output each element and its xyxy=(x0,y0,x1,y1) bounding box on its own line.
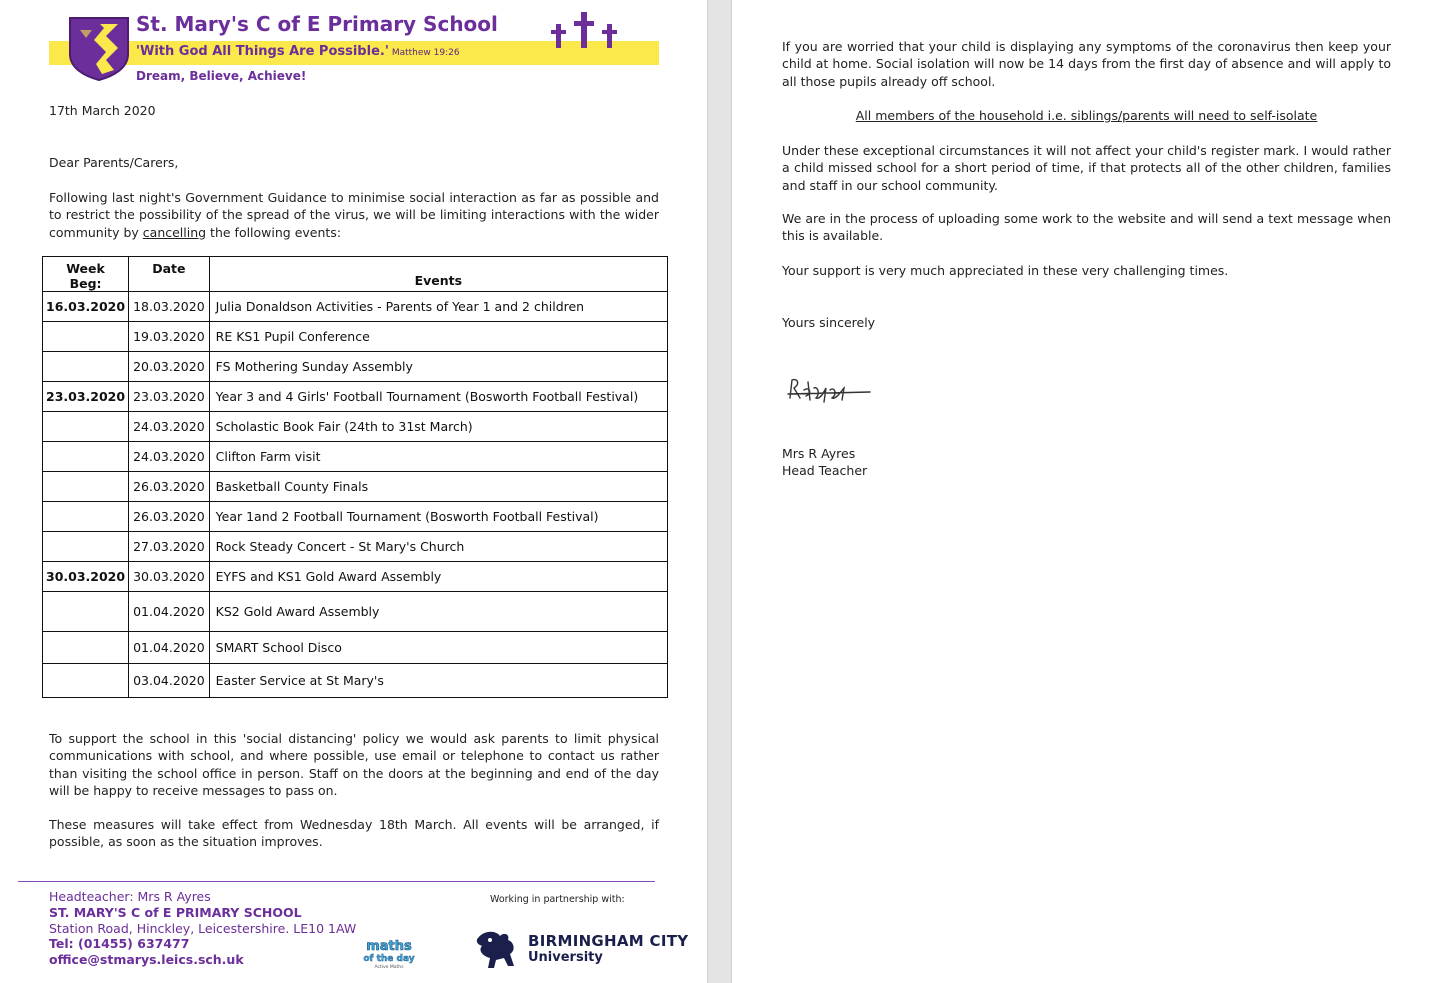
school-motto xyxy=(136,44,460,59)
table-header-row xyxy=(43,257,668,292)
row-week xyxy=(43,322,129,352)
footer-school-name: ST. MARY'S C of E PRIMARY SCHOOL xyxy=(49,905,302,920)
table-row xyxy=(43,632,668,664)
support-paragraph: Your support is very much appreciated in these very challenging times. xyxy=(782,263,1229,278)
row-date: 23.03.2020 xyxy=(129,382,210,412)
footer-address: Station Road, Hinckley, Leicestershire. LE10 1AW xyxy=(49,921,357,936)
maths-logo-text-mid: of the day xyxy=(363,954,415,964)
letter-date: 17th March 2020 xyxy=(49,103,156,118)
table-row xyxy=(43,562,668,592)
bcu-lion-icon xyxy=(474,928,520,970)
maths-logo-text-sub: Active Maths xyxy=(374,965,404,970)
row-date: 03.04.2020 xyxy=(129,664,210,698)
row-event: Rock Steady Concert - St Mary's Church xyxy=(209,532,667,562)
row-date: 24.03.2020 xyxy=(129,412,210,442)
row-week: 30.03.2020 xyxy=(43,562,129,592)
page-gap xyxy=(707,0,732,983)
bcu-name: BIRMINGHAM CITY xyxy=(528,932,689,950)
intro-paragraph xyxy=(49,189,659,241)
school-tagline: Dream, Believe, Achieve! xyxy=(136,69,307,83)
table-row xyxy=(43,664,668,698)
three-crosses-icon xyxy=(550,10,620,52)
table-row xyxy=(43,472,668,502)
closing-line: Yours sincerely xyxy=(782,315,876,330)
row-date: 20.03.2020 xyxy=(129,352,210,382)
signatory-name: Mrs R Ayres xyxy=(782,446,856,461)
table-row xyxy=(43,412,668,442)
footer-telephone: Tel: (01455) 637477 xyxy=(49,936,190,951)
register-paragraph: Under these exceptional circumstances it will not affect your child's register mark. I would rather a child missed school for a short period of time, if that protects all of the other children, families and staff in our school community. xyxy=(782,143,1391,193)
letter-page-1 xyxy=(0,0,707,983)
table-row xyxy=(43,442,668,472)
header-date: Date xyxy=(129,257,210,292)
footer-headteacher: Headteacher: Mrs R Ayres xyxy=(49,889,211,904)
distancing-paragraph: To support the school in this 'social distancing' policy we would ask parents to limit physical communications with school, and where possible, use email or telephone to contact us rather than visiting the school office in person. Staff on the doors at the beginning and end of the day will be happy to receive messages to pass on. xyxy=(49,731,659,798)
bcu-university: University xyxy=(528,950,603,965)
letter-greeting: Dear Parents/Carers, xyxy=(49,155,179,170)
household-note: All members of the household i.e. siblings/parents will need to self-isolate xyxy=(855,108,1318,123)
row-week xyxy=(43,352,129,382)
table-row xyxy=(43,382,668,412)
row-date: 18.03.2020 xyxy=(129,292,210,322)
table-row xyxy=(43,592,668,632)
row-week xyxy=(43,532,129,562)
row-date: 24.03.2020 xyxy=(129,442,210,472)
row-week xyxy=(43,442,129,472)
row-week: 16.03.2020 xyxy=(43,292,129,322)
row-week xyxy=(43,632,129,664)
row-event: Basketball County Finals xyxy=(209,472,667,502)
row-event: Clifton Farm visit xyxy=(209,442,667,472)
row-event: SMART School Disco xyxy=(209,632,667,664)
motto-reference: Matthew 19:26 xyxy=(391,48,460,58)
row-event: Julia Donaldson Activities - Parents of Year 1 and 2 children xyxy=(209,292,667,322)
table-row xyxy=(43,352,668,382)
signatory-role: Head Teacher xyxy=(782,463,868,478)
partner-label: Working in partnership with: xyxy=(490,894,625,905)
intro-text-start: Following last night's Government Guidance to minimise social interaction as far as possible and to restrict the possibility of the spread of the virus, we will be limiting interactions with the wider community by xyxy=(49,190,659,240)
handwritten-signature xyxy=(786,372,872,408)
row-event: Year 1and 2 Football Tournament (Bosworth Football Festival) xyxy=(209,502,667,532)
row-week xyxy=(43,412,129,442)
table-row xyxy=(43,502,668,532)
school-name: St. Mary's C of E Primary School xyxy=(136,12,498,36)
website-paragraph: We are in the process of uploading some work to the website and will send a text message when this is available. xyxy=(782,211,1391,244)
footer-divider xyxy=(18,881,655,882)
letter-page-2 xyxy=(732,0,1438,983)
table-row xyxy=(43,322,668,352)
row-date: 01.04.2020 xyxy=(129,632,210,664)
header-week: Week Beg: xyxy=(43,257,129,292)
school-crest-icon xyxy=(68,16,130,82)
row-event: Scholastic Book Fair (24th to 31st March) xyxy=(209,412,667,442)
maths-of-the-day-logo xyxy=(356,936,422,970)
row-week xyxy=(43,592,129,632)
row-date: 01.04.2020 xyxy=(129,592,210,632)
row-event: FS Mothering Sunday Assembly xyxy=(209,352,667,382)
row-date: 19.03.2020 xyxy=(129,322,210,352)
footer-email[interactable]: office@stmarys.leics.sch.uk xyxy=(49,952,244,967)
row-event: EYFS and KS1 Gold Award Assembly xyxy=(209,562,667,592)
measures-paragraph: These measures will take effect from Wednesday 18th March. All events will be arranged, if possible, as soon as the situation improves. xyxy=(49,817,659,850)
row-date: 26.03.2020 xyxy=(129,472,210,502)
row-event: RE KS1 Pupil Conference xyxy=(209,322,667,352)
table-row xyxy=(43,292,668,322)
table-row xyxy=(43,532,668,562)
row-date: 26.03.2020 xyxy=(129,502,210,532)
row-event: Easter Service at St Mary's xyxy=(209,664,667,698)
row-week: 23.03.2020 xyxy=(43,382,129,412)
header-events: Events xyxy=(209,257,667,292)
intro-underlined-word: cancelling xyxy=(142,224,207,240)
row-date: 30.03.2020 xyxy=(129,562,210,592)
intro-text-end: the following events: xyxy=(206,224,342,240)
row-event: KS2 Gold Award Assembly xyxy=(209,592,667,632)
row-week xyxy=(43,472,129,502)
maths-logo-text-top: maths xyxy=(366,939,412,954)
coronavirus-paragraph: If you are worried that your child is displaying any symptoms of the coronavirus then keep your child at home. Social isolation will now be 14 days from the first day of absence and will apply to all those pupils already off school. xyxy=(782,39,1391,89)
row-event: Year 3 and 4 Girls' Football Tournament (Bosworth Football Festival) xyxy=(209,382,667,412)
row-date: 27.03.2020 xyxy=(129,532,210,562)
cancelled-events-table xyxy=(42,256,668,698)
row-week xyxy=(43,664,129,698)
row-week xyxy=(43,502,129,532)
motto-text: 'With God All Things Are Possible.' xyxy=(136,44,389,59)
